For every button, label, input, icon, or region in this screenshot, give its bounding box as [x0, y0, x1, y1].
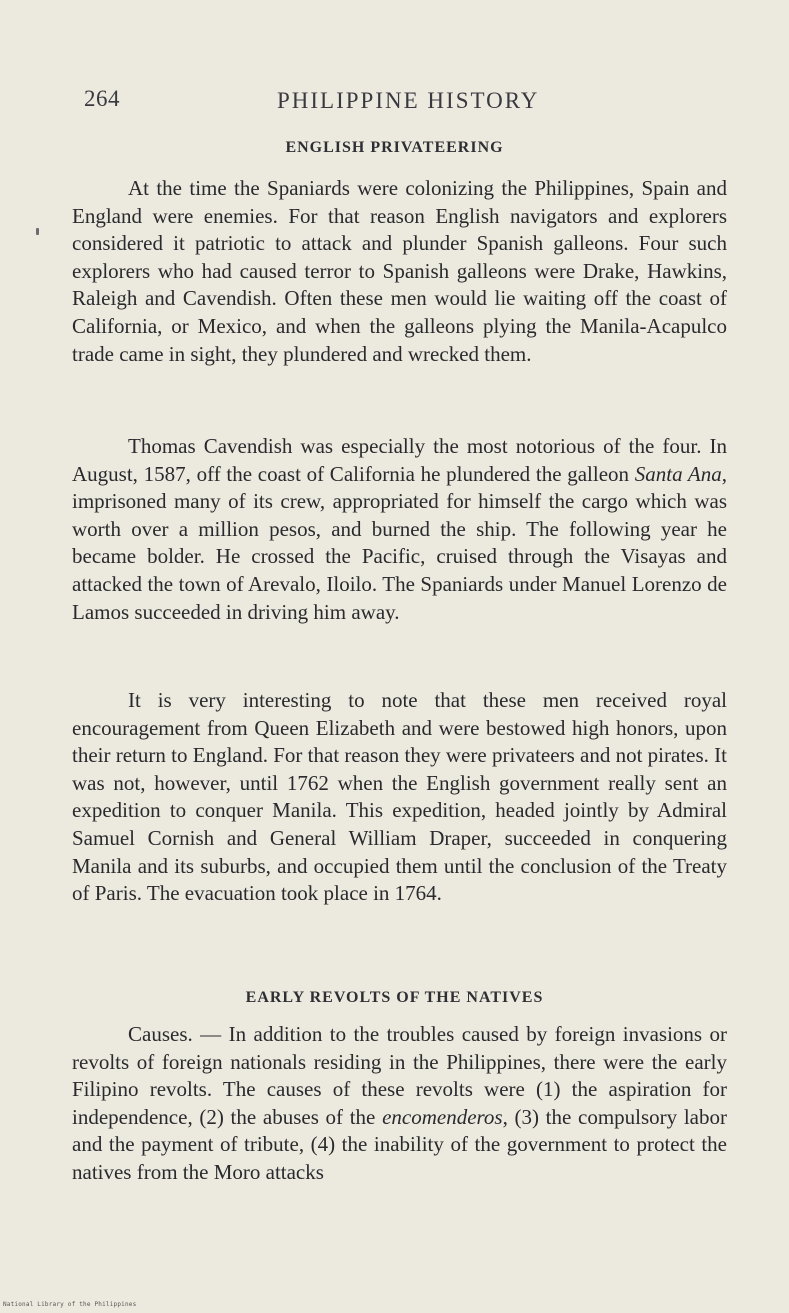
paragraph-spain-england-enemies: At the time the Spaniards were colonizing the Philippines, Spain and England were enemies. For that reason English navigators and explorers considered it patriotic to attack and plunder Spanish galleons. Four such explorers who had caused terror to Spanish galleons were Drake, Hawkins, Raleigh and Cavendish. Often these men would lie waiting off the coast of California, or Mexico, and when the galleons plying the Manila-Acapulco trade came in sight, they plundered and wrecked them.: [72, 176, 727, 366]
paragraph-causes: [72, 1021, 727, 1187]
text-run: , imprisoned many of its crew, appropriated for himself the cargo which was worth over a million pesos, and burned the ship. The following year he became bolder. He crossed the Pacific, cruised through the Visayas and attacked the town of Arevalo, Iloilo. The Spaniards under Manuel Lorenzo de Lamos succeeded in driving him away.: [72, 461, 727, 624]
section-heading-early-revolts: EARLY REVOLTS OF THE NATIVES: [245, 989, 544, 1006]
margin-mark: [36, 228, 39, 235]
paragraph-thomas-cavendish: [72, 433, 727, 626]
page-number: 264: [84, 86, 120, 111]
running-title: PHILIPPINE HISTORY: [277, 88, 540, 113]
text-run: Thomas Cavendish was especially the most notorious of the four. In August, 1587, off the coast of California he plundered the galleon: [72, 434, 727, 486]
text-run: , (3) the compulsory labor and the payment of tribute, (4) the inability of the government to protect the natives from the Moro attacks: [72, 1104, 727, 1184]
term-italic: encomenderos: [382, 1104, 503, 1129]
text-run: Causes. — In addition to the troubles caused by foreign invasions or revolts of foreign nationals residing in the Philippines, there were the early Filipino revolts. The causes of these revolts were (1) the aspiration for independence, (2) the abuses of the: [72, 1022, 727, 1129]
library-watermark-note: National Library of the Philippines: [3, 1301, 137, 1308]
ship-name-italic: Santa Ana: [634, 461, 722, 486]
paragraph-royal-encouragement: It is very interesting to note that these men received royal encouragement from Queen Elizabeth and were bestowed high honors, upon their return to England. For that reason they were privateers and not pirates. It was not, however, until 1762 when the English government really sent an expedition to conquer Manila. This expedition, headed jointly by Admiral Samuel Cornish and General William Draper, succeeded in conquering Manila and its suburbs, and occupied them until the conclusion of the Treaty of Paris. The evacuation took place in 1764.: [72, 688, 727, 906]
section-heading-english-privateering: ENGLISH PRIVATEERING: [285, 139, 504, 156]
